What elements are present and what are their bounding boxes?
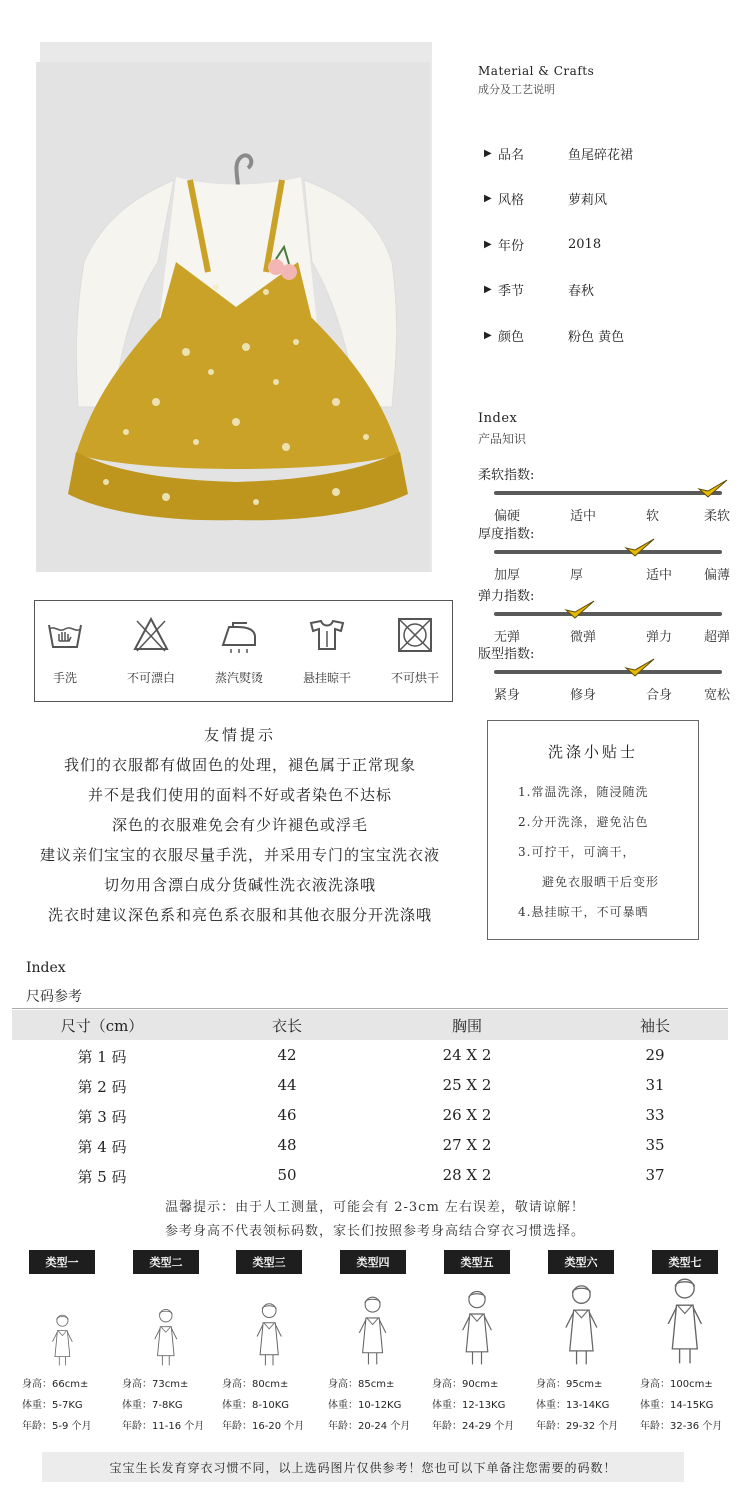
- notice-line: 洗衣时建议深色系和亮色系衣服和其他衣服分开洗涤哦: [47, 906, 432, 924]
- arrow-icon: ▶: [484, 329, 492, 341]
- type-height: 身高：90cm±: [432, 1379, 499, 1390]
- care-item: [287, 615, 367, 686]
- type-height: 身高：73cm±: [122, 1379, 189, 1390]
- meter-title: 弹力指数:: [478, 589, 535, 604]
- bottom-note: 宝宝生长发育穿衣习惯不同，以上选码图片仅供参考！您也可以下单备注您需要的码数！: [42, 1452, 684, 1482]
- table-cell: 26 X 2: [442, 1106, 492, 1124]
- arrow-icon: ▶: [484, 192, 492, 204]
- notice-line: 我们的衣服都有做固色的处理，褪色属于正常现象: [63, 756, 416, 774]
- table-row: [12, 1164, 728, 1192]
- meter-title: 版型指数:: [478, 647, 535, 662]
- table-cell: 44: [277, 1076, 297, 1094]
- no-tumble-dry-icon: [395, 615, 435, 655]
- meter-title: 柔软指数:: [478, 468, 535, 483]
- material-title-cn: 成分及工艺说明: [478, 83, 555, 96]
- warm-tip: 参考身高不代表领标码数，家长们按照参考身高结合穿衣习惯选择。: [164, 1224, 585, 1239]
- table-cell: 24 X 2: [442, 1046, 492, 1064]
- table-cell: 29: [645, 1046, 665, 1064]
- meter-track: [494, 491, 722, 495]
- arrow-icon: ▶: [484, 283, 492, 295]
- wash-tip: 3.可拧干，可滴干，: [518, 845, 636, 859]
- meter-labels: [480, 684, 736, 702]
- type-age: 年龄：16-20 个月: [222, 1421, 305, 1432]
- type-weight: 体重：8-10KG: [222, 1400, 290, 1411]
- table-cell: 46: [277, 1106, 297, 1124]
- type-height: 身高：85cm±: [328, 1379, 395, 1390]
- child-figure-icon: [356, 1293, 389, 1368]
- index-title-en: Index: [478, 411, 518, 426]
- warm-tip: 温馨提示：由于人工测量，可能会有 2-3cm 左右误差，敬请谅解！: [165, 1200, 585, 1215]
- check-mark-icon: [624, 536, 656, 560]
- table-row: [12, 1044, 728, 1072]
- material-title-en: Material & Crafts: [478, 64, 595, 78]
- type-height: 身高：95cm±: [536, 1379, 603, 1390]
- type-info: [122, 1374, 204, 1437]
- meter-label: 厚: [570, 568, 584, 583]
- table-cell: 33: [645, 1106, 665, 1124]
- type-height: 身高：80cm±: [222, 1379, 289, 1390]
- no-bleach-icon: [131, 615, 171, 655]
- type-weight: 体重：12-13KG: [432, 1400, 506, 1411]
- care-label: 蒸汽熨烫: [214, 671, 263, 685]
- size-table-header: [12, 1010, 728, 1040]
- check-mark-icon: [697, 477, 729, 501]
- child-figure-icon: [562, 1281, 601, 1368]
- table-cell: 28 X 2: [442, 1166, 492, 1184]
- meter-label: 微弹: [570, 630, 597, 645]
- meter-label: 偏薄: [704, 568, 731, 583]
- spec-key: 品名: [498, 147, 525, 163]
- notice-title: 友情提示: [203, 726, 276, 744]
- care-label: 不可漂白: [126, 671, 175, 685]
- meter-labels: [480, 564, 736, 582]
- care-item: [199, 615, 279, 686]
- spec-row: [484, 142, 724, 164]
- notice-block: [0, 720, 480, 930]
- wash-tips-box: [487, 720, 699, 940]
- care-item: [111, 615, 191, 686]
- header-cell: 袖长: [639, 1017, 670, 1035]
- table-row: [12, 1074, 728, 1102]
- child-figure-icon: [664, 1274, 706, 1368]
- dress-image: [36, 62, 430, 572]
- care-label: 手洗: [52, 671, 77, 685]
- spec-row: [484, 233, 724, 255]
- table-cell: 第 5 码: [77, 1168, 127, 1186]
- type-age: 年龄：32-36 个月: [640, 1421, 723, 1432]
- care-icons-box: [34, 600, 453, 702]
- spec-value: 鱼尾碎花裙: [568, 147, 634, 163]
- type-badge: 类型六: [548, 1250, 614, 1274]
- type-weight: 体重：14-15KG: [640, 1400, 714, 1411]
- table-cell: 25 X 2: [442, 1076, 492, 1094]
- meter-label: 合身: [646, 688, 673, 703]
- index-title-cn: 产品知识: [478, 432, 527, 446]
- table-cell: 50: [277, 1166, 297, 1184]
- meter-label: 弹力: [646, 630, 673, 645]
- wash-tip: 2.分开洗涤，避免沾色: [518, 815, 649, 829]
- meter-labels: [480, 626, 736, 644]
- child-figure-icon: [50, 1312, 75, 1368]
- care-label: 不可烘干: [390, 671, 439, 685]
- child-figure-icon: [459, 1287, 495, 1368]
- spec-key: 风格: [498, 192, 525, 208]
- table-cell: 42: [277, 1046, 297, 1064]
- meter-title: 厚度指数:: [478, 527, 535, 542]
- type-height: 身高：100cm±: [640, 1379, 713, 1390]
- meter-labels: [480, 505, 736, 523]
- spec-row: [484, 187, 724, 209]
- meter-label: 修身: [570, 688, 597, 703]
- type-info: [432, 1374, 514, 1437]
- spec-key: 年份: [498, 238, 525, 254]
- type-badge: 类型三: [236, 1250, 302, 1274]
- meter-label: 无弹: [494, 630, 521, 645]
- table-cell: 第 4 码: [77, 1138, 127, 1156]
- meter-label: 软: [646, 509, 660, 524]
- type-age: 年龄：20-24 个月: [328, 1421, 411, 1432]
- steam-iron-icon: [219, 615, 259, 655]
- type-age: 年龄：5-9 个月: [22, 1421, 92, 1432]
- notice-line: 切勿用含漂白成分货碱性洗衣液洗涤哦: [103, 876, 376, 894]
- meter-label: 适中: [570, 509, 597, 524]
- wash-tip: 避免衣服晒干后变形: [542, 875, 660, 889]
- type-info: [328, 1374, 410, 1437]
- meter-track: [494, 670, 722, 674]
- meter-track: [494, 550, 722, 554]
- type-badge: 类型七: [652, 1250, 718, 1274]
- type-info: [536, 1374, 618, 1437]
- wash-tip: 4.悬挂晾干，不可暴晒: [518, 905, 649, 919]
- type-age: 年龄：11-16 个月: [122, 1421, 205, 1432]
- table-cell: 37: [645, 1166, 665, 1184]
- type-badge: 类型五: [444, 1250, 510, 1274]
- meter-label: 柔软: [704, 509, 731, 524]
- divider: [12, 1008, 728, 1009]
- hand-wash-icon: [45, 615, 85, 655]
- spec-value: 粉色 黄色: [568, 329, 625, 345]
- size-title-en: Index: [26, 960, 66, 976]
- table-cell: 31: [645, 1076, 665, 1094]
- table-row: [12, 1104, 728, 1132]
- type-weight: 体重：5-7KG: [22, 1400, 83, 1411]
- type-info: [640, 1374, 722, 1437]
- type-badge: 类型一: [29, 1250, 95, 1274]
- wash-tip: 1.常温洗涤，随浸随洗: [518, 785, 649, 799]
- header-cell: 衣长: [271, 1017, 302, 1035]
- type-weight: 体重：7-8KG: [122, 1400, 183, 1411]
- table-cell: 第 1 码: [77, 1048, 127, 1066]
- spec-key: 季节: [498, 283, 525, 299]
- care-item: [375, 615, 455, 686]
- notice-line: 建议亲们宝宝的衣服尽量手洗，并采用专门的宝宝洗衣液: [39, 846, 440, 864]
- spec-row: [484, 324, 724, 346]
- meter-label: 加厚: [494, 568, 521, 583]
- arrow-icon: ▶: [484, 238, 492, 250]
- product-photo: [36, 62, 430, 572]
- wash-tips-title: 洗涤小贴士: [547, 743, 638, 761]
- type-info: [22, 1374, 92, 1437]
- meter-label: 宽松: [704, 688, 731, 703]
- type-info: [222, 1374, 304, 1437]
- care-item: [25, 615, 105, 686]
- header-cell: 尺寸（cm）: [60, 1017, 144, 1035]
- table-row: [12, 1134, 728, 1162]
- header-cell: 胸围: [451, 1017, 482, 1035]
- spec-value: 春秋: [568, 283, 595, 299]
- notice-line: 并不是我们使用的面料不好或者染色不达标: [87, 786, 392, 804]
- table-cell: 48: [277, 1136, 297, 1154]
- spec-value: 2018: [568, 236, 602, 252]
- child-figure-icon: [152, 1306, 180, 1368]
- check-mark-icon: [624, 656, 656, 680]
- spec-value: 萝莉风: [568, 192, 608, 208]
- care-label: 悬挂晾干: [302, 671, 351, 685]
- type-height: 身高：66cm±: [22, 1379, 89, 1390]
- size-title-cn: 尺码参考: [26, 989, 82, 1005]
- arrow-icon: ▶: [484, 147, 492, 159]
- child-figure-icon: [254, 1300, 284, 1368]
- table-cell: 第 2 码: [77, 1078, 127, 1096]
- meter-label: 超弹: [704, 630, 731, 645]
- type-badge: 类型四: [340, 1250, 406, 1274]
- meter-track: [494, 612, 722, 616]
- hang-dry-icon: [307, 615, 347, 655]
- type-badge: 类型二: [133, 1250, 199, 1274]
- type-age: 年龄：29-32 个月: [536, 1421, 619, 1432]
- type-weight: 体重：13-14KG: [536, 1400, 610, 1411]
- spec-key: 颜色: [498, 329, 525, 345]
- meter-label: 适中: [646, 568, 673, 583]
- table-cell: 第 3 码: [77, 1108, 127, 1126]
- spec-row: [484, 278, 724, 300]
- type-age: 年龄：24-29 个月: [432, 1421, 515, 1432]
- notice-line: 深色的衣服难免会有少许褪色或浮毛: [111, 816, 368, 834]
- check-mark-icon: [564, 598, 596, 622]
- meter-label: 紧身: [494, 688, 521, 703]
- table-cell: 27 X 2: [442, 1136, 492, 1154]
- meter-label: 偏硬: [494, 509, 521, 524]
- type-weight: 体重：10-12KG: [328, 1400, 402, 1411]
- table-cell: 35: [645, 1136, 665, 1154]
